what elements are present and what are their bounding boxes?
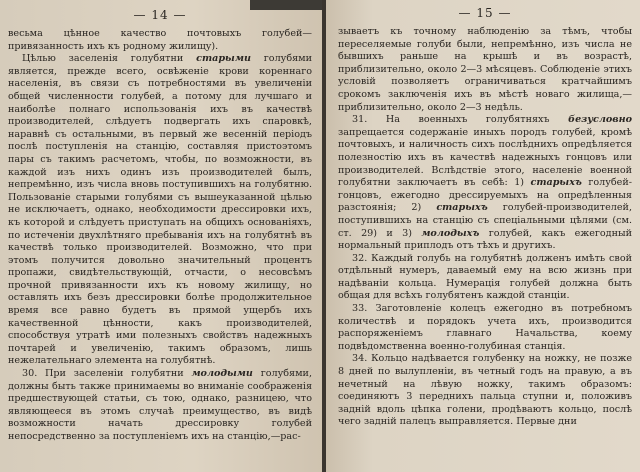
page-number-right: — 15 — bbox=[458, 6, 512, 20]
paragraph bbox=[338, 253, 632, 303]
paragraph bbox=[338, 303, 632, 353]
emphasis-text: молодыхъ bbox=[421, 227, 480, 239]
text-run: 30. При заселеніи голубятни bbox=[22, 368, 192, 380]
text-run: голубями является, прежде всего, освѣженіе крови кореннаго населенія, въ связи съ потребностями въ увеличеніи общей численности голубей, а потому для лучшаго и наиболѣе полнаго использованія ихъ въ качествѣ производителей, слѣдуетъ подвергать ихъ спаровкѣ, наравнѣ съ остальными, въ первый же весенній періодъ послѣ поступленія на станцію, составляя пристоэтомъ пары съ такимъ расчетомъ, чтобы, по возможности, въ каждой изъ нихъ одинъ изъ производителей былъ, непремѣнно, изъ числа вновь поступившихъ на голубятню. Пользованіе старыми голубями съ вышеуказанной цѣлью не исключаетъ, однако, необходимости дрессировки ихъ, къ которой и слѣдуетъ приступать на общихъ основаніяхъ, по истеченіи двухлѣтняго пребыванія ихъ на голубятнѣ въ качествѣ только производителей. Возможно, что при этомъ получится довольно значительный процентъ пропажи, свидѣтельствующій, отчасти, о несовсѣмъ прочной привязанности ихъ къ новому жилищу, но оставлять ихъ безъ дрессировки болѣе продолжительное время все равно будетъ въ прямой ущербъ ихъ качественной цѣнности, какъ производителей, способствуя утратѣ ими полезныхъ свойствъ надежныхъ почтарей и увеличенію, такимъ образомъ, лишь нежелательнаго элемента на голубятнѣ. bbox=[8, 53, 312, 367]
paragraph bbox=[338, 114, 632, 253]
text-run: голубей-производителей, поступившихъ на станцію съ спеціальными цѣлями (см. ст. 29) и 3) bbox=[338, 202, 632, 239]
left-page-text bbox=[8, 28, 312, 444]
page-edge-shadow bbox=[250, 0, 322, 10]
paragraph bbox=[338, 353, 632, 429]
text-run: 33. Заготовленіе колецъ ежегодно въ потребномъ количествѣ и порядокъ учета ихъ, производится распоряженіемъ главнаго Начальства, коему подвѣдомственна военно-голубиная станція. bbox=[338, 303, 632, 352]
emphasis-text: молодыми bbox=[191, 368, 253, 380]
text-run: голубей, какъ ежегодный нормальный приплодъ отъ тѣхъ и другихъ. bbox=[338, 227, 632, 252]
paragraph bbox=[8, 28, 312, 53]
emphasis-text: старыхъ bbox=[530, 177, 582, 189]
text-run: Цѣлью заселенія голубятни bbox=[22, 53, 197, 65]
text-run: 32. Каждый голубь на голубятнѣ долженъ имѣть свой отдѣльный нумеръ, даваемый ему на всю жизнь при надѣваніи кольца. Нумерація голубей должна быть общая для всѣхъ голубятенъ каждой станціи. bbox=[338, 252, 632, 302]
page-number-left: — 14 — bbox=[133, 8, 187, 22]
text-run: голубей-гонцовъ, ежегодно дрессируемыхъ на опредѣленныя разстоянія; 2) bbox=[338, 177, 632, 214]
right-page bbox=[326, 0, 640, 472]
emphasis-text: старыхъ bbox=[436, 202, 488, 214]
paragraph bbox=[338, 26, 632, 114]
text-run: 31. На военныхъ голубятняхъ bbox=[352, 114, 569, 126]
emphasis-text: старыми bbox=[196, 53, 251, 65]
text-run: голубями, должны быть также принимаемы во вниманіе соображенія предшествующей статьи, съ тою, однако, разницею, что являющееся въ этомъ случаѣ преимущество, въ видѣ возможности начать дрессировку голубей непосредственно за поступленіемъ ихъ на станцію,—рас- bbox=[8, 368, 312, 442]
text-run: зываетъ къ точному наблюденію за тѣмъ, чтобы переселяемые голуби были, непремѣнно, изъ числа не бывшихъ раньше на крышѣ и въ возрастѣ, приблизительно, около 2—3 мѣсяцевъ. Соблюденіе этихъ условій позволяетъ ограничиваться кратчайшимъ срокомъ заключенія ихъ въ мѣстѣ новаго жилища,—приблизительно, около 2—3 недѣль. bbox=[338, 26, 632, 113]
text-run: запрещается содержаніе иныхъ породъ голубей, кромѣ почтовыхъ, и наличность сихъ послѣднихъ опредѣляется полезностію ихъ въ качествѣ надежныхъ гонцовъ или производителей. Вслѣдствіе этого, населеніе военной голубятни заключаетъ въ себѣ: 1) bbox=[338, 126, 632, 189]
paragraph bbox=[8, 368, 312, 444]
paragraph bbox=[8, 53, 312, 368]
text-run: 34. Кольцо надѣвается голубенку на ножку, не позже 8 дней по вылупленіи, въ четный годъ на правую, а въ нечетный на лѣвую ножку, такимъ образомъ: соединяютъ 3 переднихъ пальца ступни и, положивъ задній вдоль цѣпка голени, продѣваютъ кольцо, послѣ чего задній палецъ выправляется. Первые дни bbox=[338, 353, 632, 428]
emphasis-text: безусловно bbox=[568, 114, 632, 126]
right-page-text bbox=[338, 26, 632, 429]
text-run: весьма цѣнное качество почтовыхъ голубей—привязанность ихъ къ родному жилищу). bbox=[8, 28, 312, 52]
